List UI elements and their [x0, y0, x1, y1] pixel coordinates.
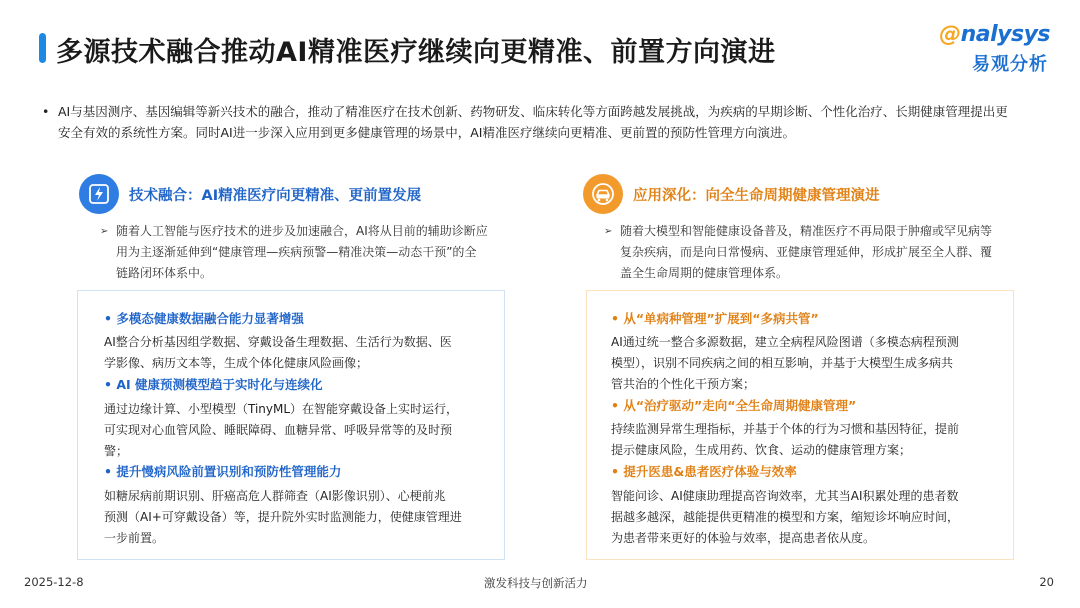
intro-paragraph: AI与基因测序、基因编辑等新兴技术的融合，推动了精准医疗在技术创新、药物研发、临床转化等方面跨越发展挑战，为疾病的早期诊断、个性化治疗、长期健康管理提出更安全有效的系统性方案。同时AI进一步深入应用到更多健康管理的场景中，AI精准医疗继续向更精准、更前置的预防性管理方向演进。 [58, 104, 1008, 140]
left-item-1-title: • 多模态健康数据融合能力显著增强 [104, 311, 304, 326]
logo-wordmark: @nalysys [939, 22, 1050, 47]
left-item-2-title: • AI 健康预测模型趋于实时化与连续化 [104, 377, 323, 392]
intro-bullet: • [42, 104, 50, 119]
right-item-3-title: • 提升医患&患者医疗体验与效率 [611, 464, 797, 479]
right-arrow-icon: ➢ [604, 226, 613, 237]
page-title: 多源技术融合推动AI精准医疗继续向更精准、前置方向演进 [56, 37, 776, 68]
right-item-1-title: • 从“单病种管理”扩展到“多病共管” [611, 311, 819, 326]
lightning-icon [79, 174, 119, 214]
left-arrow-icon: ➢ [100, 226, 109, 237]
left-item-2-body: 通过边缘计算、小型模型（TinyML）在智能穿戴设备上实时运行， 可实现对心血管风险、睡眠障碍、血糖异常、呼吸异常等的及时预 警； [104, 402, 459, 458]
footer-slogan: 激发科技与创新活力 [484, 576, 588, 590]
right-item-1-body: AI通过统一整合多源数据，建立全病程风险图谱（多模态病程预测 模型），识别不同疾病之间的相互影响，并基于大模型生成多病共 管共治的个性化干预方案； [611, 335, 959, 391]
title-accent-bar [39, 33, 46, 63]
left-item-1-body: AI整合分析基因组学数据、穿戴设备生理数据、生活行为数据、医 学影像、病历文本等，生成个体化健康风险画像； [104, 335, 452, 370]
right-section-title: 应用深化：向全生命周期健康管理演进 [633, 187, 880, 204]
left-section-header [79, 174, 421, 214]
left-item-3-title: • 提升慢病风险前置识别和预防性管理能力 [104, 464, 342, 479]
right-item-3-body: 智能问诊、AI健康助理提高咨询效率，尤其当AI积累处理的患者数 据越多越深，越能提供更精准的模型和方案，缩短诊坏响应时间， 为患者带来更好的体验与效率，提高患者依从度。 [611, 489, 960, 545]
right-item-2-title: • 从“治疗驱动”走向“全生命周期健康管理” [611, 398, 857, 413]
left-section-title: 技术融合：AI精准医疗向更精准、更前置发展 [129, 187, 422, 204]
logo-chinese-name: 易观分析 [972, 54, 1048, 75]
left-summary: 随着人工智能与医疗技术的进步及加速融合，AI将从目前的辅助诊断应 用为主逐渐延伸到“健康管理—疾病预警—精准决策—动态干预”的全 链路闭环体系中。 [116, 224, 488, 280]
footer-date: 2025-12-8 [24, 575, 84, 589]
analysys-logo [925, 22, 1050, 80]
smart-car-icon [583, 174, 623, 214]
right-section-header [583, 174, 880, 214]
right-summary: 随着大模型和智能健康设备普及，精准医疗不再局限于肿瘤或罕见病等 复杂疾病，而是向日常慢病、亚健康管理延伸，形成扩展至全人群、覆 盖全生命周期的健康管理体系。 [620, 224, 993, 280]
right-item-2-body: 持续监测异常生理指标，并基于个体的行为习惯和基因特征，提前 提示健康风险，生成用药、饮食、运动的健康管理方案； [611, 422, 960, 457]
page-number: 20 [1039, 575, 1054, 589]
left-item-3-body: 如糖尿病前期识别、肝癌高危人群筛查（AI影像识别）、心梗前兆 预测（AI+可穿戴设备）等，提升院外实时监测能力，使健康管理进 一步前置。 [104, 489, 462, 545]
